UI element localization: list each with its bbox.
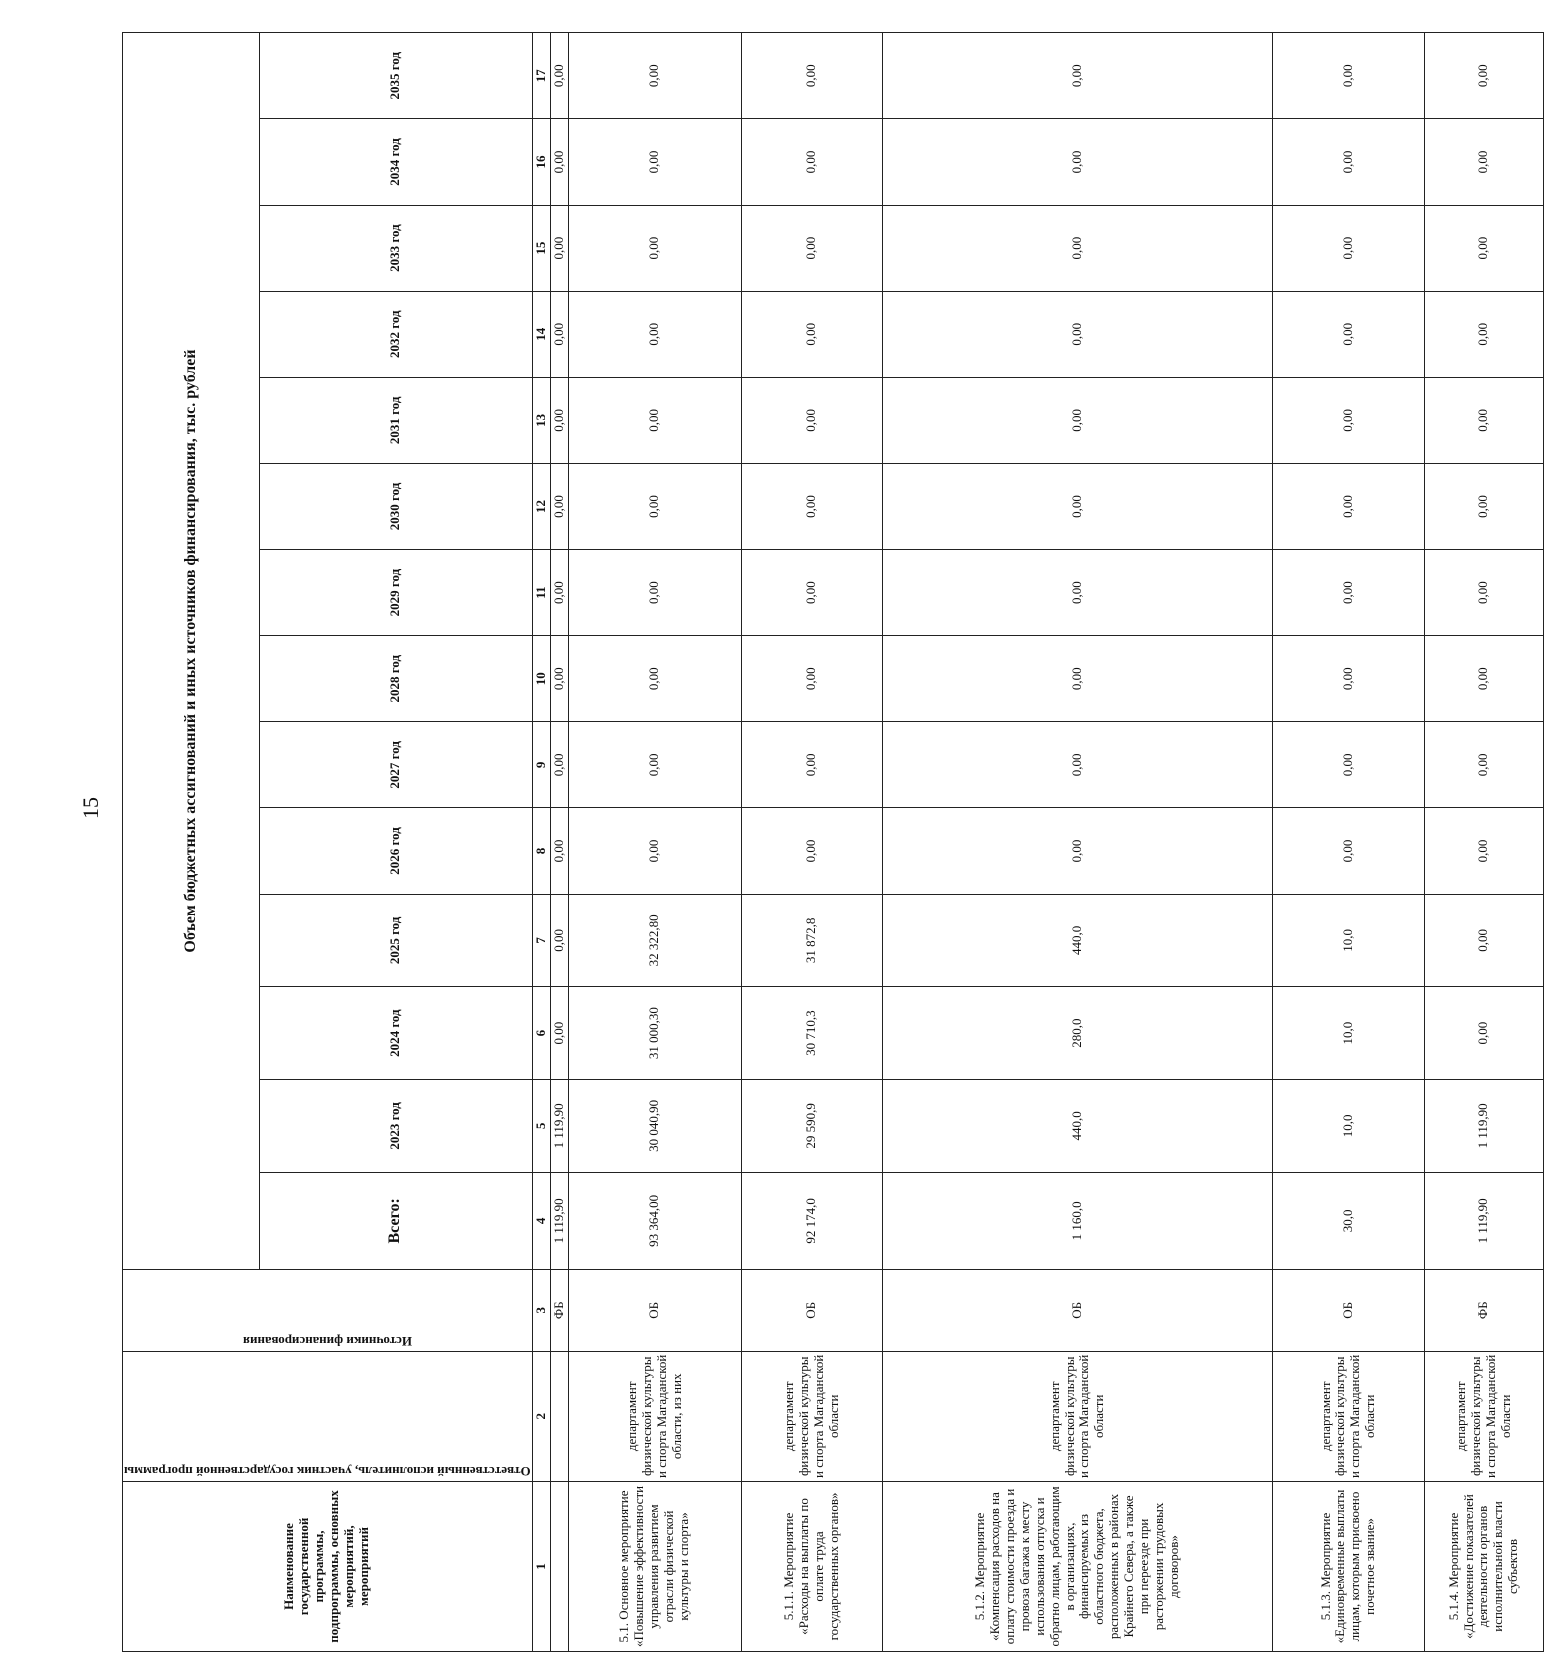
value-cell: 0,00 (1424, 205, 1543, 291)
top-row-resp (550, 1351, 568, 1481)
top-row-name (550, 1481, 568, 1651)
activity-name: 5.1.3. Мероприятие «Единовременные выплаты лицам, которым присвоено почетное звание» (1273, 1481, 1425, 1651)
column-number: 14 (532, 291, 550, 377)
value-cell: 31 872,8 (742, 894, 883, 987)
value-cell: 0,00 (742, 550, 883, 636)
value-cell: 0,00 (1273, 550, 1425, 636)
value-cell: 0,00 (882, 722, 1272, 808)
value-cell: 1 119,90 (550, 1172, 568, 1269)
value-cell: 0,00 (1424, 987, 1543, 1080)
header-name: Наименование государственной программы, подпрограммы, основных мероприятий, мероприятий (123, 1481, 533, 1651)
value-cell: 440,0 (882, 1080, 1272, 1173)
value-cell: 0,00 (742, 119, 883, 205)
financing-source: ОБ (882, 1269, 1272, 1351)
column-number: 10 (532, 636, 550, 722)
value-cell: 0,00 (1273, 377, 1425, 463)
value-cell: 0,00 (882, 463, 1272, 549)
financing-source: ОБ (742, 1269, 883, 1351)
value-cell: 0,00 (550, 291, 568, 377)
column-number: 1 (532, 1481, 550, 1651)
header-volume: Объем бюджетных ассигнований и иных источников финансирования, тыс. рублей (123, 33, 260, 1270)
value-cell: 0,00 (882, 377, 1272, 463)
value-cell: 0,00 (550, 550, 568, 636)
financing-source: ОБ (1273, 1269, 1425, 1351)
activity-name: 5.1. Основное мероприятие «Повышение эффективности управления развитием отрасли физической культуры и спорта» (568, 1481, 741, 1651)
value-cell: 0,00 (568, 636, 741, 722)
value-cell: 0,00 (882, 205, 1272, 291)
value-cell: 0,00 (1273, 119, 1425, 205)
header-source: Источники финансирования (123, 1269, 533, 1351)
value-cell: 10,0 (1273, 894, 1425, 987)
value-cell: 0,00 (550, 722, 568, 808)
financing-source: ФБ (1424, 1269, 1543, 1351)
value-cell: 0,00 (742, 722, 883, 808)
header-year: 2027 год (259, 722, 532, 808)
column-number: 12 (532, 463, 550, 549)
top-row-source: ФБ (550, 1269, 568, 1351)
value-cell: 0,00 (1273, 205, 1425, 291)
value-cell: 0,00 (568, 550, 741, 636)
column-number: 9 (532, 722, 550, 808)
value-cell: 0,00 (1273, 33, 1425, 119)
header-year: 2026 год (259, 808, 532, 894)
value-cell: 0,00 (550, 33, 568, 119)
table-row (568, 33, 741, 1652)
value-cell: 0,00 (568, 722, 741, 808)
column-number: 11 (532, 550, 550, 636)
value-cell: 29 590,9 (742, 1080, 883, 1173)
value-cell: 31 000,30 (568, 987, 741, 1080)
value-cell: 0,00 (568, 33, 741, 119)
value-cell: 280,0 (882, 987, 1272, 1080)
header-year: 2034 год (259, 119, 532, 205)
value-cell: 0,00 (550, 377, 568, 463)
page-number: 15 (78, 797, 103, 819)
value-cell: 0,00 (1424, 722, 1543, 808)
value-cell: 0,00 (742, 205, 883, 291)
value-cell: 0,00 (882, 550, 1272, 636)
value-cell: 0,00 (1424, 377, 1543, 463)
value-cell: 0,00 (882, 291, 1272, 377)
value-cell: 0,00 (742, 463, 883, 549)
responsible-executor: департамент физической культуры и спорта Магаданской области (1273, 1351, 1425, 1481)
value-cell: 10,0 (1273, 1080, 1425, 1173)
header-year: 2023 год (259, 1080, 532, 1173)
responsible-executor: департамент физической культуры и спорта Магаданской области (882, 1351, 1272, 1481)
responsible-executor: департамент физической культуры и спорта Магаданской области (742, 1351, 883, 1481)
value-cell: 0,00 (1424, 119, 1543, 205)
column-number: 4 (532, 1172, 550, 1269)
value-cell: 0,00 (568, 205, 741, 291)
value-cell: 0,00 (1273, 636, 1425, 722)
financing-table (122, 32, 1544, 1652)
header-year: 2031 год (259, 377, 532, 463)
column-number: 8 (532, 808, 550, 894)
value-cell: 0,00 (550, 119, 568, 205)
value-cell: 0,00 (550, 894, 568, 987)
header-year: 2028 год (259, 636, 532, 722)
value-cell: 0,00 (882, 636, 1272, 722)
value-cell: 0,00 (1424, 291, 1543, 377)
value-cell: 0,00 (742, 291, 883, 377)
value-cell: 1 119,90 (550, 1080, 568, 1173)
column-number: 2 (532, 1351, 550, 1481)
value-cell: 0,00 (550, 636, 568, 722)
value-cell: 0,00 (742, 377, 883, 463)
activity-name: 5.1.1. Мероприятие «Расходы на выплаты по оплате труда государственных органов» (742, 1481, 883, 1651)
column-number: 17 (532, 33, 550, 119)
value-cell: 0,00 (568, 291, 741, 377)
financing-source: ОБ (568, 1269, 741, 1351)
header-year: 2033 год (259, 205, 532, 291)
value-cell: 32 322,80 (568, 894, 741, 987)
value-cell: 0,00 (1424, 636, 1543, 722)
value-cell: 0,00 (742, 636, 883, 722)
value-cell: 10,0 (1273, 987, 1425, 1080)
value-cell: 30 710,3 (742, 987, 883, 1080)
value-cell: 1 119,90 (1424, 1080, 1543, 1173)
table-row (1424, 33, 1543, 1652)
value-cell: 0,00 (1273, 291, 1425, 377)
value-cell: 0,00 (1424, 808, 1543, 894)
value-cell: 0,00 (882, 119, 1272, 205)
value-cell: 0,00 (550, 205, 568, 291)
header-year: 2030 год (259, 463, 532, 549)
value-cell: 0,00 (1424, 463, 1543, 549)
responsible-executor: департамент физической культуры и спорта Магаданской области (1424, 1351, 1543, 1481)
value-cell: 0,00 (882, 33, 1272, 119)
activity-name: 5.1.2. Мероприятие «Компенсация расходов на оплату стоимости проезда и провоза багажа к месту использования отпуска и обратно лицам, работающим в организациях, финансируемых из областного бюджета, расположенных в районах Крайнего Севера, а также при переезде при расторжении трудовых договоров» (882, 1481, 1272, 1651)
value-cell: 0,00 (742, 808, 883, 894)
column-number: 15 (532, 205, 550, 291)
value-cell: 0,00 (1424, 894, 1543, 987)
column-number: 3 (532, 1269, 550, 1351)
value-cell: 92 174,0 (742, 1172, 883, 1269)
value-cell: 0,00 (1273, 722, 1425, 808)
rotated-table-wrapper (122, 32, 1521, 1652)
value-cell: 30,0 (1273, 1172, 1425, 1269)
column-number: 16 (532, 119, 550, 205)
value-cell: 0,00 (742, 33, 883, 119)
column-number: 6 (532, 987, 550, 1080)
value-cell: 0,00 (550, 987, 568, 1080)
activity-name: 5.1.4. Мероприятие «Достижение показателей деятельности органов исполнительной власти субъектов (1424, 1481, 1543, 1651)
value-cell: 0,00 (568, 463, 741, 549)
value-cell: 0,00 (568, 377, 741, 463)
value-cell: 30 040,90 (568, 1080, 741, 1173)
header-year: 2024 год (259, 987, 532, 1080)
value-cell: 0,00 (568, 808, 741, 894)
column-number: 5 (532, 1080, 550, 1173)
header-total: Всего: (259, 1172, 532, 1269)
responsible-executor: департамент физической культуры и спорта Магаданской области, из них (568, 1351, 741, 1481)
value-cell: 0,00 (882, 808, 1272, 894)
value-cell: 0,00 (1273, 463, 1425, 549)
header-year: 2032 год (259, 291, 532, 377)
header-year: 2029 год (259, 550, 532, 636)
value-cell: 0,00 (568, 119, 741, 205)
header-year: 2035 год (259, 33, 532, 119)
column-number: 7 (532, 894, 550, 987)
column-number: 13 (532, 377, 550, 463)
header-responsible: Ответственный исполнитель, участник государственной программы (123, 1351, 533, 1481)
value-cell: 1 119,90 (1424, 1172, 1543, 1269)
value-cell: 440,0 (882, 894, 1272, 987)
table-row (1273, 33, 1425, 1652)
table-row (742, 33, 883, 1652)
value-cell: 0,00 (550, 808, 568, 894)
value-cell: 0,00 (1424, 33, 1543, 119)
value-cell: 0,00 (1424, 550, 1543, 636)
value-cell: 0,00 (550, 463, 568, 549)
value-cell: 1 160,0 (882, 1172, 1272, 1269)
value-cell: 93 364,00 (568, 1172, 741, 1269)
value-cell: 0,00 (1273, 808, 1425, 894)
header-year: 2025 год (259, 894, 532, 987)
table-row (882, 33, 1272, 1652)
